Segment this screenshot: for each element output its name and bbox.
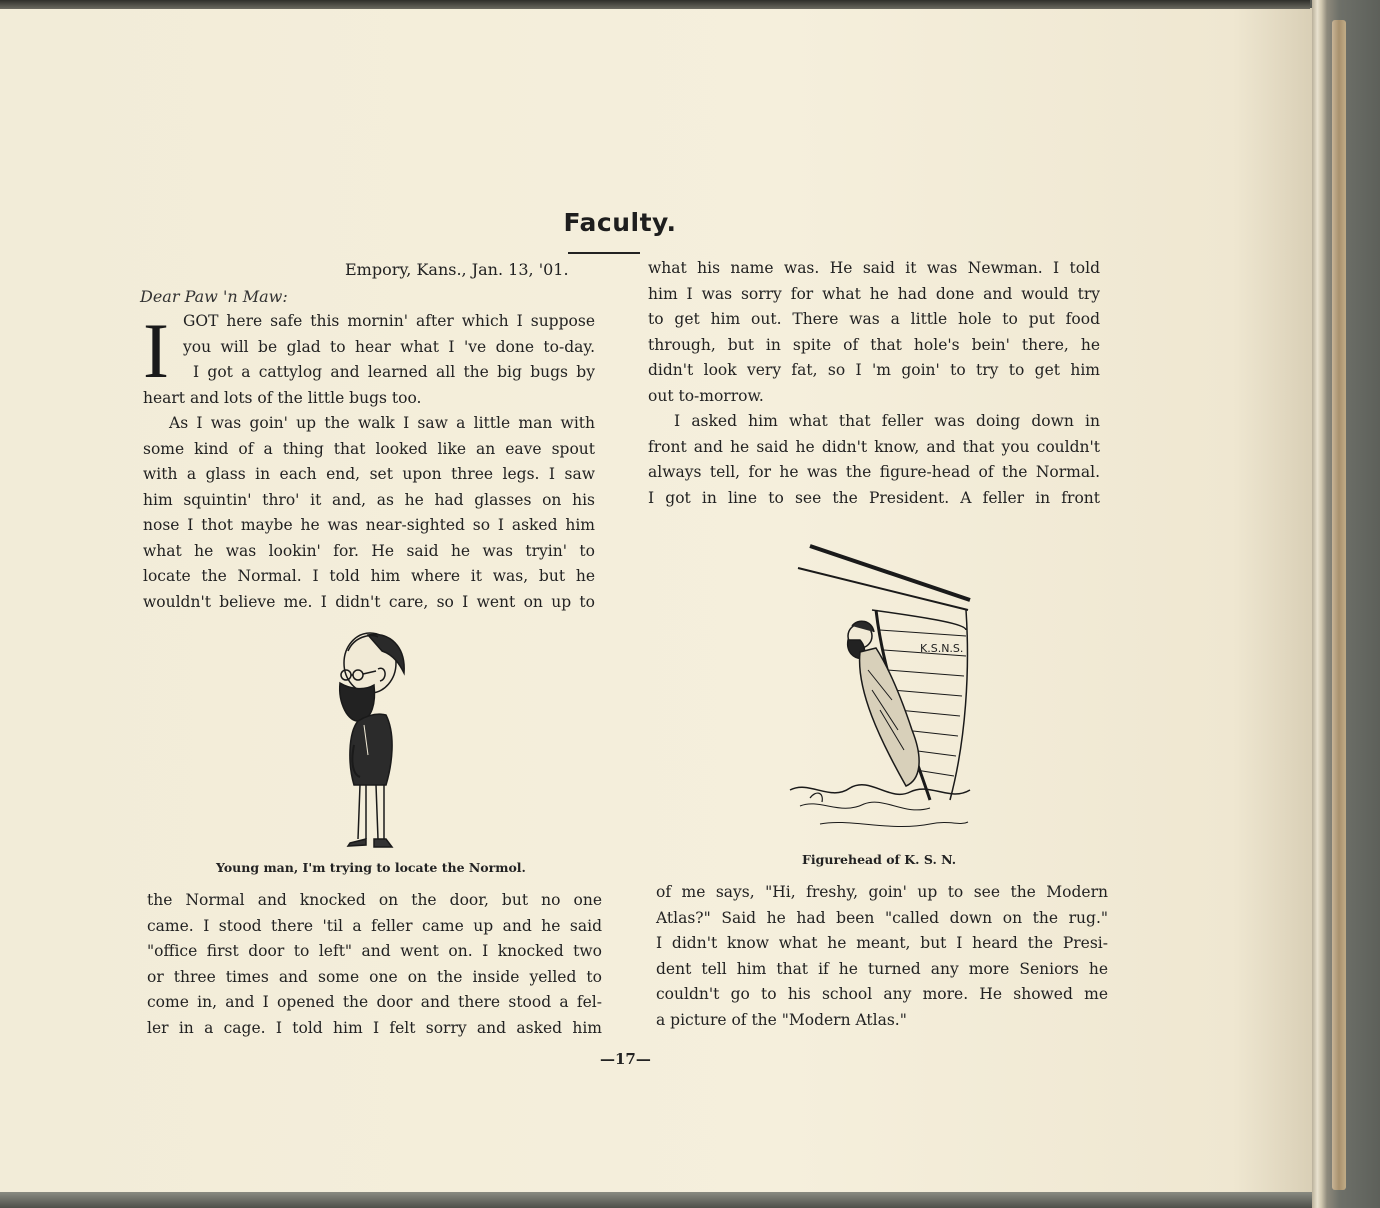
text-line: GOT here safe this mornin' after which I suppose — [183, 312, 595, 330]
text-line: a picture of the "Modern Atlas." — [656, 1010, 907, 1029]
text-line: out to-morrow. — [648, 386, 764, 405]
text-line: some kind of a thing that looked like an eave spout — [143, 439, 595, 458]
text-line: Atlas?" Said he had been "called down on the rug." — [656, 908, 1108, 927]
text-line: the Normal and knocked on the door, but no one — [147, 891, 602, 909]
drop-cap: I — [143, 307, 169, 394]
text-line: locate the Normal. I told him where it was, but he — [143, 567, 595, 585]
text-line: him I was sorry for what he had done and would try — [648, 284, 1100, 303]
column-right-top — [648, 256, 1100, 511]
text-line: I got in line to see the President. A feller in front — [648, 488, 1100, 507]
text-line: As I was goin' up the walk I saw a little man with — [169, 414, 595, 432]
text-line: came. I stood there 'til a feller came up and he said — [147, 916, 602, 935]
page-title: Faculty. — [563, 208, 677, 237]
text-line: front and he said he didn't know, and that you couldn't — [648, 437, 1100, 456]
illustration-little-man — [320, 625, 420, 857]
text-line: dent tell him that if he turned any more Seniors he — [656, 959, 1108, 978]
text-line: what he was lookin' for. He said he was tryin' to — [143, 541, 595, 560]
text-line: I asked him what that feller was doing down in — [674, 412, 1100, 430]
text-line: ler in a cage. I told him I felt sorry and asked him — [147, 1018, 602, 1037]
column-left-top — [143, 309, 595, 615]
column-left-bottom — [147, 888, 602, 1041]
caption-left: Young man, I'm trying to locate the Normol. — [216, 860, 526, 875]
column-right-bottom — [656, 880, 1108, 1033]
text-line: through, but in spite of that hole's bein' there, he — [648, 335, 1100, 354]
text-line: come in, and I opened the door and there stood a fel- — [147, 993, 602, 1011]
text-line: to get him out. There was a little hole to put food — [648, 310, 1100, 328]
text-line: you will be glad to hear what I 've done to-day. — [183, 337, 595, 356]
top-edge-shadow — [0, 0, 1310, 9]
letter-salutation: Dear Paw 'n Maw: — [140, 287, 288, 306]
ship-label: K.S.N.S. — [920, 642, 964, 655]
text-line: what his name was. He said it was Newman. I told — [648, 259, 1100, 277]
text-line: couldn't go to his school any more. He showed me — [656, 985, 1108, 1003]
text-line: of me says, "Hi, freshy, goin' up to see the Modern — [656, 883, 1108, 901]
book-cover-edge — [1312, 0, 1380, 1208]
text-line: always tell, for he was the figure-head of the Normal. — [648, 463, 1100, 481]
text-line: heart and lots of the little bugs too. — [143, 388, 422, 407]
text-line: him squintin' thro' it and, as he had glasses on his — [143, 490, 595, 509]
binding-strip — [1332, 20, 1346, 1190]
title-rule — [568, 252, 640, 254]
text-line: didn't look very fat, so I 'm goin' to try to get him — [648, 361, 1100, 379]
text-line: "office first door to left" and went on. I knocked two — [147, 942, 602, 960]
bottom-edge-shadow — [0, 1192, 1330, 1208]
text-line: I got a cattylog and learned all the big bugs by — [193, 363, 595, 381]
page-number: —17— — [600, 1050, 651, 1068]
caption-right: Figurehead of K. S. N. — [802, 852, 957, 867]
text-line: with a glass in each end, set upon three legs. I saw — [143, 465, 595, 483]
text-line: nose I thot maybe he was near-sighted so I asked him — [143, 516, 595, 534]
text-line: I didn't know what he meant, but I heard the Presi- — [656, 934, 1108, 952]
text-line: wouldn't believe me. I didn't care, so I went on up to — [143, 592, 595, 611]
letter-dateline: Empory, Kans., Jan. 13, '01. — [345, 260, 569, 279]
illustration-figurehead — [780, 540, 980, 850]
text-line: or three times and some one on the inside yelled to — [147, 967, 602, 986]
